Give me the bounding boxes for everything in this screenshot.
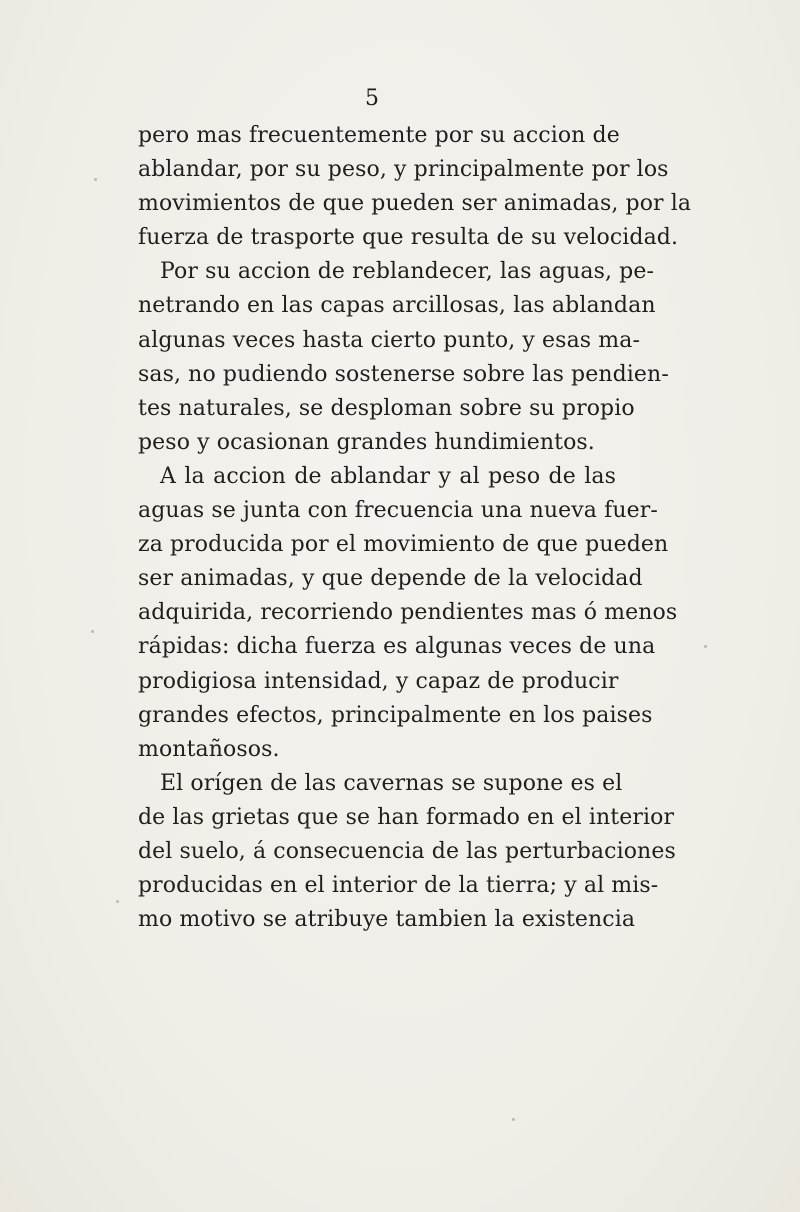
paper-speck — [512, 1118, 515, 1121]
text-line: tes naturales, se desploman sobre su propio — [138, 395, 635, 421]
paper-speck — [91, 630, 94, 633]
text-line: za producida por el movimiento de que pueden — [138, 532, 669, 558]
text-line: adquirida, recorriendo pendientes mas ó menos — [138, 600, 678, 626]
text-line: algunas veces hasta cierto punto, y esas ma- — [138, 327, 640, 353]
text-line: Por su accion de reblandecer, las aguas, pe- — [160, 259, 655, 285]
text-line: peso y ocasionan grandes hundimientos. — [138, 429, 595, 455]
text-line: aguas se junta con frecuencia una nueva fuer- — [138, 498, 658, 524]
paper-speck — [94, 178, 97, 181]
text-line: grandes efectos, principalmente en los paises — [138, 702, 653, 728]
text-line: del suelo, á consecuencia de las perturbaciones — [138, 838, 676, 864]
text-line: movimientos de que pueden ser animadas, por la — [138, 191, 692, 217]
text-line: producidas en el interior de la tierra; y al mis- — [138, 873, 659, 899]
text-line: ser animadas, y que depende de la velocidad — [138, 566, 643, 592]
text-line: mo motivo se atribuye tambien la existencia — [138, 907, 636, 933]
paper-speck — [116, 900, 119, 903]
page-number: 5 — [365, 86, 379, 111]
text-line: pero mas frecuentemente por su accion de — [138, 123, 620, 148]
text-line: de las grietas que se han formado en el interior — [138, 804, 675, 830]
text-line: prodigiosa intensidad, y capaz de producir — [138, 668, 619, 694]
text-line: ablandar, por su peso, y principalmente por los — [138, 157, 669, 183]
text-line: sas, no pudiendo sostenerse sobre las pendien- — [138, 361, 669, 387]
body-text — [138, 119, 692, 937]
text-line: A la accion de ablandar y al peso de las — [160, 463, 616, 489]
paper-speck — [704, 645, 707, 648]
text-line: fuerza de trasporte que resulta de su velocidad. — [138, 225, 679, 251]
text-line: El orígen de las cavernas se supone es el — [160, 770, 623, 796]
text-line: netrando en las capas arcillosas, las ablandan — [138, 293, 656, 319]
text-line: montañosos. — [138, 736, 280, 762]
text-line: rápidas: dicha fuerza es algunas veces de una — [138, 634, 656, 660]
